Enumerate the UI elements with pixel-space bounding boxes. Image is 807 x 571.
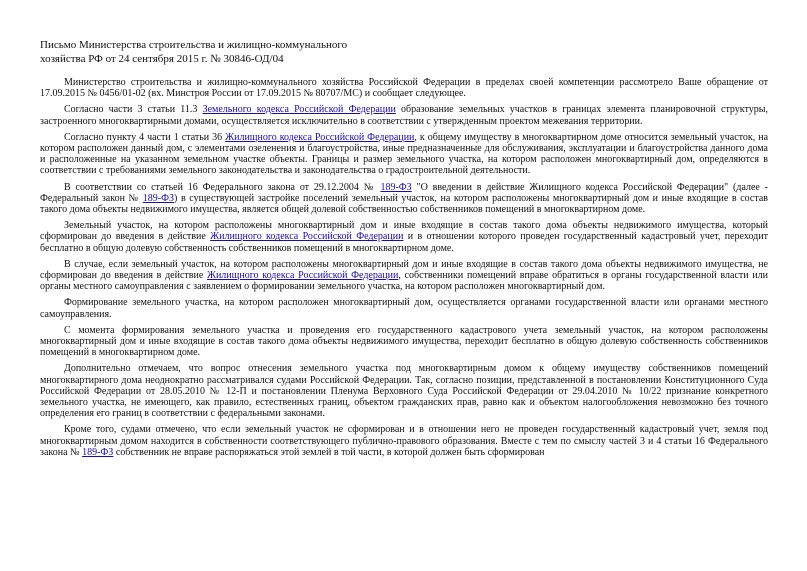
document-title xyxy=(40,38,460,66)
paragraph-text: и в отношении которого проведен государственный кадастровый учет, переходит бесплатно в общую долевую собственность собственников помещений в многоквартирном доме. xyxy=(40,231,768,254)
paragraph-text: В случае, если земельный участок, на котором расположены многоквартирный дом и иные входящие в состав такого дома объекты недвижимого имущества, не сформирован до введения в действие xyxy=(40,258,768,282)
document-link[interactable]: Земельного кодекса Российской Федерации xyxy=(202,104,396,116)
paragraph xyxy=(40,182,768,216)
paragraph xyxy=(40,77,768,99)
paragraph-text: В соответствии со статьей 16 Федерального закона от 29.12.2004 № xyxy=(64,181,381,193)
paragraph-text: Министерство строительства и жилищно-коммунального хозяйства Российской Федерации в пределах своей компетенции рассмотрело Ваше обращение от 17.09.2015 № 0456/01-02 (вх. Минстроя России от 17.09.2015 № 80707/МС) и сообщает следующее. xyxy=(40,77,768,100)
document-link[interactable]: Жилищного кодекса Российской Федерации xyxy=(210,231,404,243)
paragraph-text: "О введении в действие Жилищного кодекса Российской Федерации" (далее - Федеральный закон № xyxy=(40,181,768,204)
paragraph xyxy=(40,104,768,126)
paragraph-text: Формирование земельного участка, на котором расположен многоквартирный дом, осуществляется органами государственной власти или органами местного самоуправления. xyxy=(40,297,768,320)
paragraph-text: С момента формирования земельного участка и проведения его государственного кадастрового учета земельный участок, на котором расположены многоквартирный дом и иные входящие в состав такого дома объекты недвижимого имущества, переходит бесплатно в общую долевую собственность собственников помещений в многоквартирном доме. xyxy=(40,324,768,359)
paragraph xyxy=(40,220,768,254)
paragraph-text: Дополнительно отмечаем, что вопрос отнесения земельного участка под многоквартирным домом к общему имуществу собственников помещений многоквартирного дома неоднократно рассматривался судами Российской Федерации. Так, согласно позиции, представленной в постановлении Конституционного Суда Российской Федерации от 28.05.2010 № 12-П и постановлении Пленума Верховного Суда Российской Федерации от 29.04.2010 № 10/22 признание конкретного земельного участка, не имеющего, как правило, естественных границ, объектом гражданских прав, равно как и объектом налогообложения невозможно без точного определения его границ в соответствии с федеральными законами. xyxy=(40,363,768,420)
paragraph xyxy=(40,325,768,359)
paragraph-text: собственник не вправе распоряжаться этой землей в той части, в которой должен быть сформирован xyxy=(113,446,545,458)
paragraph xyxy=(40,297,768,319)
paragraph-text: образование земельных участков в границах элемента планировочной структуры, застроенного многоквартирными домами, осуществляется исключительно в соответствии с утвержденным проектом межевания территории. xyxy=(40,104,768,127)
paragraph-text: Земельный участок, на котором расположены многоквартирный дом и иные входящие в состав такого дома объекты недвижимого имущества, который сформирован до введения в действие xyxy=(40,220,768,243)
paragraph-text: ) в существующей застройке поселений земельный участок, на котором расположены многоквартирный дом и иные входящие в состав такого дома объекты недвижимого имущества, является общей долевой собственностью собственников помещений в многоквартирном доме. xyxy=(40,192,769,216)
title-line-2: хозяйства РФ от 24 сентября 2015 г. № 30846-ОД/04 xyxy=(40,53,284,65)
paragraph xyxy=(40,132,768,177)
paragraph-text: Согласно части 3 статьи 11.3 xyxy=(64,104,203,116)
paragraph-text: , к общему имуществу в многоквартирном доме относится земельный участок, на котором расположен данный дом, с элементами озеленения и благоустройства, иные предназначенные для обслуживания, эксплуатации и благоустройства данного дома и расположенные на указанном земельном участке объекты. Границы и размер земельного участка, на котором расположен многоквартирный дом, определяются в соответствии с требованиями земельного законодательства и законодательства о градостроительной деятельности. xyxy=(40,131,769,177)
document-link[interactable]: 189-ФЗ xyxy=(82,446,114,458)
paragraph-text: Согласно пункту 4 части 1 статьи 36 xyxy=(64,131,226,143)
document-link[interactable]: 189-ФЗ xyxy=(380,181,412,193)
document-link[interactable]: Жилищного кодекса Российской Федерации xyxy=(225,131,415,143)
paragraph xyxy=(40,363,768,419)
document-link[interactable]: Жилищного кодекса Российской Федерации xyxy=(206,270,399,282)
title-line-1: Письмо Министерства строительства и жилищно-коммунального xyxy=(40,39,348,51)
document-link[interactable]: 189-ФЗ xyxy=(142,192,175,204)
paragraph xyxy=(40,259,768,293)
paragraph-text: , собственники помещений вправе обратиться в органы государственной власти или органы местного самоуправления с заявлением о формировании земельного участка, на котором расположен многоквартирный дом. xyxy=(40,270,768,293)
paragraph-text: Кроме того, судами отмечено, что если земельный участок не сформирован и в отношении него не проведен государственный кадастровый учет, земля под многоквартирным домом находится в собственности соответствующего публично-правового образования. Вместе с тем по смыслу частей 3 и 4 статьи 16 Федерального закона № xyxy=(40,424,768,458)
document-body xyxy=(40,77,768,463)
paragraph xyxy=(40,424,768,458)
